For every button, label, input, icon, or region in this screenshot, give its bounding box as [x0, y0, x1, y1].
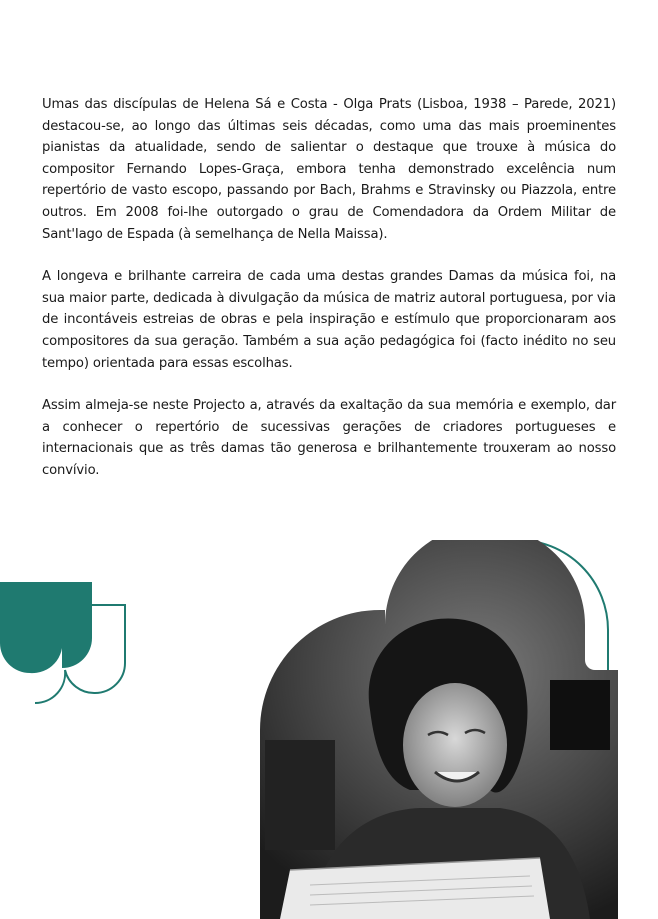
woman-at-piano-photo: [250, 540, 658, 919]
scalloped-shape-icon: [0, 575, 140, 709]
paragraph-3: Assim almeja-se neste Projecto a, através da exaltação da sua memória e exemplo, dar a conhecer o repertório de sucessivas gerações de criadores portugueses e internacionais que as três damas tão generosa e brilhantemente trouxeram ao nosso convívio.: [42, 398, 616, 478]
paragraph-1: Umas das discípulas de Helena Sá e Costa - Olga Prats (Lisboa, 1938 – Parede, 2021) destacou-se, ao longo das últimas seis décadas, como uma das mais proeminentes pianistas da atualidade, sendo de salientar o destaque que trouxe à música do compositor Fernando Lopes-Graça, embora tenha demonstrado excelência num repertório de vasto escopo, passando por Bach, Brahms e Stravinsky ou Piazzola, entre outros. Em 2008 foi-lhe outorgado o grau de Comendadora da Ordem Militar de Sant'Iago de Espada (à semelhança de Nella Maissa).: [42, 97, 616, 242]
paragraph-2: A longeva e brilhante carreira de cada uma destas grandes Damas da música foi, na sua maior parte, dedicada à divulgação da música de matriz autoral portuguesa, por via de incontáveis estreias de obras e pela inspiração e estímulo que proporcionaram aos compositores da sua geração. Também a sua ação pedagógica foi (facto inédito no seu tempo) orientada para essas escolhas.: [42, 269, 616, 371]
body-text: [42, 94, 616, 503]
